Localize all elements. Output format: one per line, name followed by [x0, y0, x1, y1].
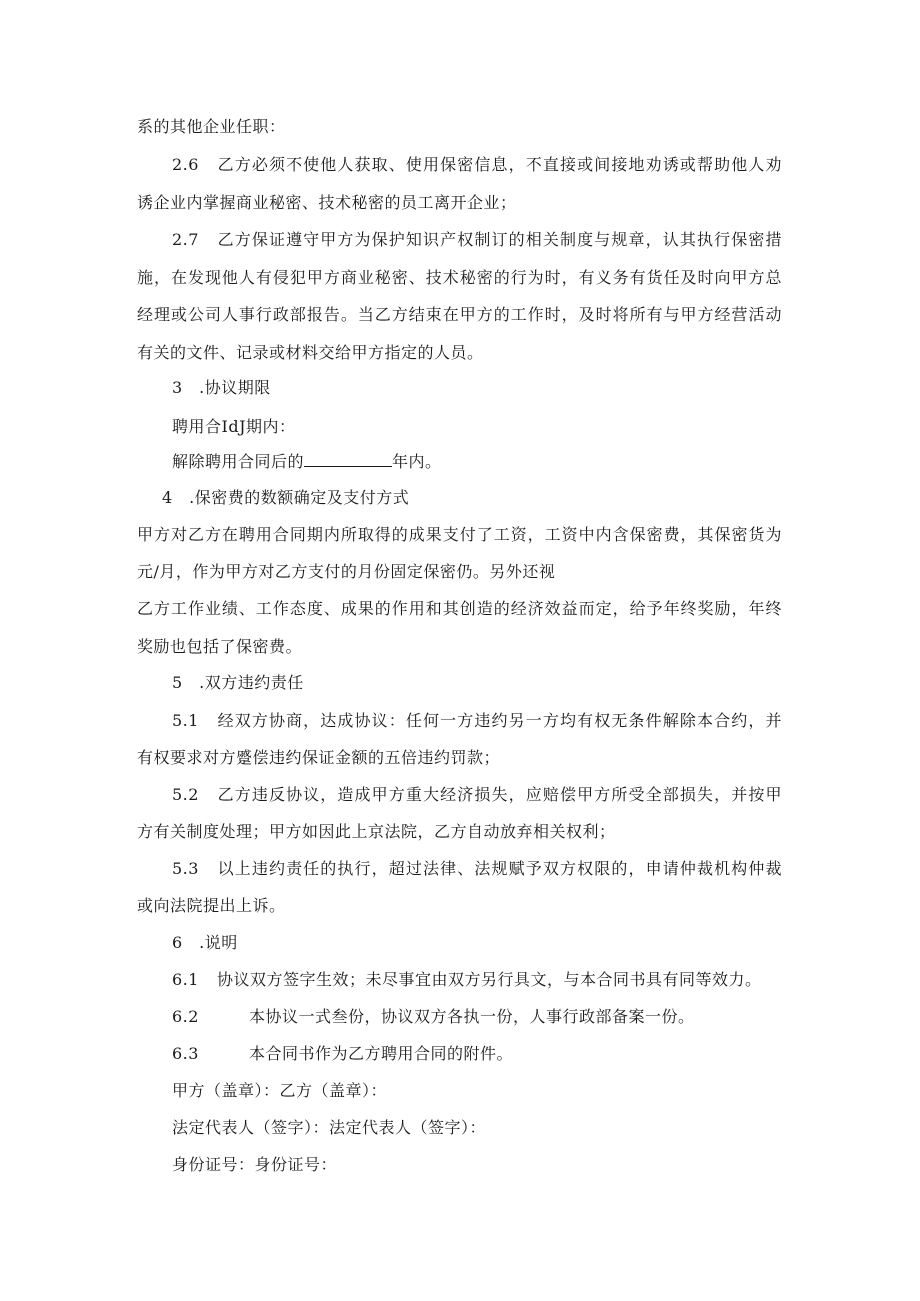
- clause-number: 2.6: [172, 155, 199, 174]
- clause-2-7-line-1: [172, 229, 782, 251]
- clause-text: 乙方保证遵守甲方为保护知识产权制订的相关制度与规章，认其执行保密措: [216, 230, 782, 249]
- clause-2-6-line-1: [172, 154, 782, 176]
- clause-2-7-line-4: 有关的文件、记录或材料交给甲方指定的人员。: [137, 343, 484, 362]
- clause-number: 6.2: [172, 1007, 199, 1026]
- clause-5-1-line-1: [172, 710, 782, 732]
- clause-6-2: [172, 1006, 694, 1028]
- clause-text: 本协议一式叁份，协议双方各执一份，人事行政部备案一份。: [248, 1007, 695, 1026]
- signature-seal-line: 甲方（盖章）：乙方（盖章）：: [172, 1081, 388, 1100]
- signature-id-line: 身份证号：身份证号：: [172, 1155, 338, 1174]
- section-3-text: 解除聘用合同后的: [172, 452, 305, 471]
- clause-5-3-line-2: 或向法院提出上诉。: [137, 896, 286, 915]
- section-3-heading: 3 .协议期限: [172, 378, 271, 397]
- clause-number: 6.1: [172, 970, 199, 989]
- section-4-line-1: 甲方对乙方在聘用合同期内所取得的成果支付了工资，工资中内含保密费，其保密货为: [137, 525, 782, 544]
- section-4-line-4: 奖励也包括了保密费。: [137, 637, 303, 656]
- clause-text: 协议双方签字生效；未尽事宜由双方另行具文，与本合同书具有同等效力。: [216, 970, 762, 989]
- clause-5-2-line-2: 方有关制度处理；甲方如因此上京法院，乙方自动放弃相关权利；: [137, 822, 616, 841]
- clause-6-1: [172, 969, 761, 991]
- clause-number: 5.1: [172, 711, 199, 730]
- section-5-heading: 5 .双方违约责任: [172, 673, 304, 692]
- signature-representative-line: 法定代表人（签字）：法定代表人（签字）：: [172, 1118, 487, 1137]
- section-4-line-2: 元/月，作为甲方对乙方支付的月份固定保密仍。另外还视: [137, 562, 556, 581]
- section-6-heading: 6 .说明: [172, 933, 238, 952]
- clause-text: 乙方违反协议，造成甲方重大经济损失，应赔偿甲方所受全部损失，并按甲: [216, 785, 782, 804]
- clause-text: 经双方协商，达成协议：任何一方违约另一方均有权无条件解除本合约，并: [216, 711, 782, 730]
- clause-5-3-line-1: [172, 858, 782, 880]
- section-3-line-2: [172, 451, 442, 473]
- clause-6-3: [172, 1043, 513, 1065]
- clause-2-7-line-2: 施，在发现他人有侵犯甲方商业秘密、技术秘密的行为时，有义务有货任及时向甲方总: [137, 268, 782, 287]
- clause-5-1-line-2: 有权要求对方蹙偿违约保证金额的五倍违约罚款；: [137, 748, 501, 767]
- section-4-heading: 4 .保密费的数额确定及支付方式: [162, 488, 410, 507]
- clause-5-2-line-1: [172, 784, 782, 806]
- section-3-line-1: 聘用合IdJ期内：: [172, 417, 296, 436]
- blank-underline: [304, 451, 392, 467]
- clause-text: 以上违约责任的执行，超过法律、法规赋予双方权限的，申请仲裁机构仲裁: [216, 859, 782, 878]
- clause-2-7-line-3: 经理或公司人事行政部报告。当乙方结束在甲方的工作时，及时将所有与甲方经营活动: [137, 305, 782, 324]
- clause-2-6-line-2: 诱企业内掌握商业秘密、技术秘密的员工离开企业；: [137, 193, 517, 212]
- clause-number: 5.2: [172, 785, 199, 804]
- clause-number: 5.3: [172, 859, 199, 878]
- clause-text: 乙方必须不使他人获取、使用保密信息，不直接或间接地劝诱或帮助他人劝: [216, 155, 782, 174]
- section-4-line-3: 乙方工作业绩、工作态度、成果的作用和其创造的经济效益而定，给予年终奖励，年终: [137, 599, 782, 618]
- clause-number: 6.3: [172, 1044, 199, 1063]
- clause-number: 2.7: [172, 230, 199, 249]
- clause-text: 本合同书作为乙方聘用合同的附件。: [248, 1044, 513, 1063]
- paragraph-line: 系的其他企业任职：: [137, 117, 286, 136]
- section-3-text: 年内。: [392, 452, 442, 471]
